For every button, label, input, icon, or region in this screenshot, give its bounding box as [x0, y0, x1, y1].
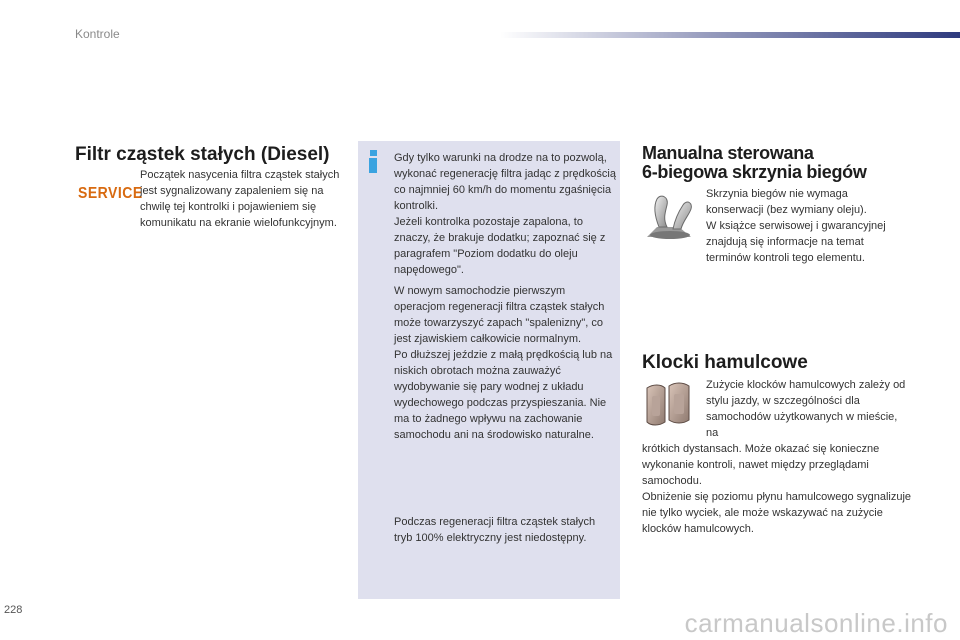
- gearbox-description: Skrzynia biegów nie wymaga konserwacji (bez wymiany oleju). W książce serwisowej i gwarancyjnej znajdują się informacje na temat terminów kontroli tego elementu.: [706, 188, 886, 264]
- brakes-description-intro: Zużycie klocków hamulcowych zależy od stylu jazdy, w szczególności dla samochodów użytkowanych w mieście, na: [706, 379, 906, 439]
- chapter-title: Kontrole: [75, 27, 120, 41]
- dpf-section-title: Filtr cząstek stałych (Diesel): [75, 144, 330, 165]
- gearbox-section-title: Manualna sterowana 6-biegowa skrzynia biegów: [642, 143, 867, 182]
- service-warning-icon: SERVICE: [78, 182, 143, 202]
- brake-pads-icon: [643, 378, 693, 428]
- page-number: 228: [4, 604, 23, 616]
- gear-lever-icon: [641, 189, 697, 245]
- info-paragraph-electric-mode: Podczas regeneracji filtra cząstek stałych tryb 100% elektryczny jest niedostępny.: [394, 516, 596, 544]
- brakes-section-title: Klocki hamulcowe: [642, 352, 808, 373]
- watermark: carmanualsonline.info: [684, 608, 948, 638]
- brakes-description-continued: krótkich dystansach. Może okazać się konieczne wykonanie kontroli, nawet między przeglądami samochodu. Obniżenie się poziomu płynu hamulcowego sygnalizuje nie tylko wyciek, ale może wskazywać na zużycie klocków hamulcowych.: [642, 443, 912, 535]
- info-panel: [358, 141, 620, 599]
- info-paragraph-new-vehicle: W nowym samochodzie pierwszym operacjom regeneracji filtra cząstek stałych może towarzyszyć zapach "spalenizny", co jest zjawiskiem całkowicie normalnym. Po dłuższej jeździe z małą prędkością lub na niskich obrotach można zauważyć wydobywanie się pary wodnej z układu wydechowego podczas przyspieszania. Nie ma to żadnego wpływu na zachowanie samochodu ani na środowisko naturalne.: [394, 285, 613, 441]
- dpf-description: Początek nasycenia filtra cząstek stałych jest sygnalizowany zapaleniem się na chwilę tej kontrolki i pojawieniem się komunikatu na ekranie wielofunkcyjnym.: [140, 169, 340, 229]
- header-gradient-bar: [500, 32, 960, 38]
- info-icon: [367, 150, 381, 174]
- info-paragraph-regeneration: Gdy tylko warunki na drodze na to pozwolą, wykonać regenerację filtra jadąc z prędkością co najmniej 60 km/h do momentu zgaśnięcia kontrolki. Jeżeli kontrolka pozostaje zapalona, to znaczy, że brakuje dodatku; zapoznać się z paragrafem "Poziom dodatku do oleju napędowego".: [394, 152, 616, 276]
